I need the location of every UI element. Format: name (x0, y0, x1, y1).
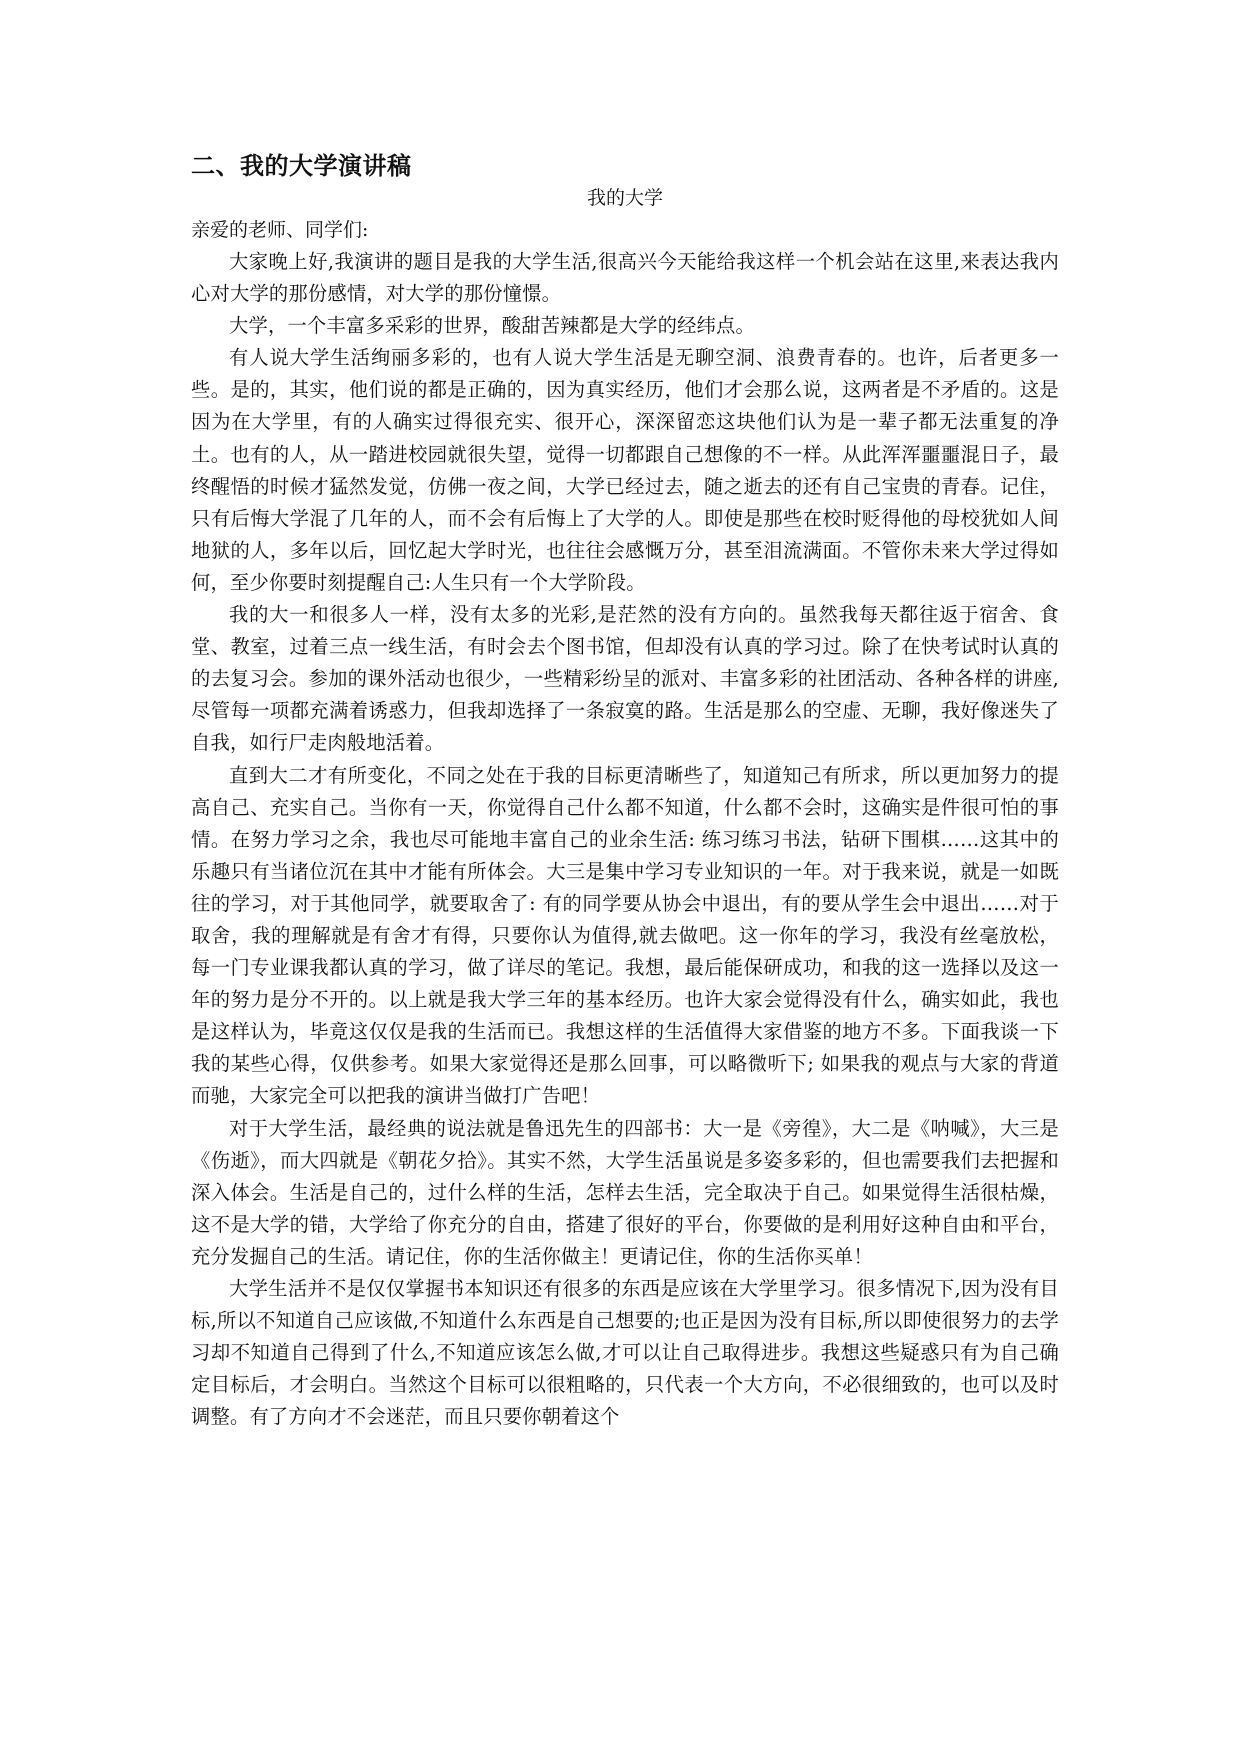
paragraph: 有人说大学生活绚丽多彩的，也有人说大学生活是无聊空洞、浪费青春的。也许，后者更多一些。是的，其实，他们说的都是正确的，因为真实经历，他们才会那么说，这两者是不矛盾的。这是因为在大学里，有的人确实过得很充实、很开心，深深留恋这块他们认为是一辈子都无法重复的净土。也有的人，从一踏进校园就很失望，觉得一切都跟自己想像的不一样。从此浑浑噩噩混日子，最终醒悟的时候才猛然发觉，仿佛一夜之间，大学已经过去，随之逝去的还有自己宝贵的青春。记住，只有后悔大学混了几年的人，而不会有后悔上了大学的人。即使是那些在校时贬得他的母校犹如人间地狱的人，多年以后，回忆起大学时光，也往往会感慨万分，甚至泪流满面。不管你未来大学过得如何，至少你要时刻提醒自己:人生只有一个大学阶段。 (191, 346, 1059, 594)
salutation: 亲爱的老师、同学们: (191, 219, 369, 241)
paragraph: 对于大学生活，最经典的说法就是鲁迅先生的四部书：大一是《旁徨》，大二是《呐喊》，大三是《伤逝》，而大四就是《朝花夕拾》。其实不然，大学生活虽说是多姿多彩的，但也需要我们去把握和深入体会。生活是自己的，过什么样的生活，怎样去生活，完全取决于自己。如果觉得生活很枯燥，这不是大学的错，大学给了你充分的自由，搭建了很好的平台，你要做的是利用好这种自由和平台，充分发掘自己的生活。请记住，你的生活你做主！更请记住，你的生活你买单！ (191, 1116, 1059, 1268)
paragraph: 直到大二才有所变化，不同之处在于我的目标更清晰些了，知道知己有所求，所以更加努力的提高自己、充实自己。当你有一天，你觉得自己什么都不知道，什么都不会时，这确实是件很可怕的事情。在努力学习之余，我也尽可能地丰富自己的业余生活: 练习练习书法，钻研下围棋……这其中的乐趣只有当诸位沉在其中才能有所体会。大三是集中学习专业知识的一年。对于我来说，就是一如既往的学习，对于其他同学，就要取舍了: 有的同学要从协会中退出，有的要从学生会中退出……对于取舍，我的理解就是有舍才有得，只要你认为值得,就去做吧。这一你年的学习，我没有丝毫放松， 每一门专业课我都认真的学习，做了详尽的笔记。我想，最后能保研成功，和我的这一选择以及这一年的努力是分不开的。以上就是我大学三年的基本经历。也许大家会觉得没有什么，确实如此，我也是这样认为，毕竟这仅仅是我的生活而已。我想这样的生活值得大家借鉴的地方不多。下面我谈一下我的某些心得，仅供参考。如果大家觉得还是那么回事，可以略微听下; 如果我的观点与大家的背道而驰，大家完全可以把我的演讲当做打广告吧！ (191, 763, 1059, 1108)
paragraph: 大家晚上好,我演讲的题目是我的大学生活,很高兴今天能给我这样一个机会站在这里,来表达我内心对大学的那份感情，对大学的那份憧憬。 (191, 250, 1059, 306)
paragraph: 大学生活并不是仅仅掌握书本知识还有很多的东西是应该在大学里学习。很多情况下,因为没有目标,所以不知道自己应该做,不知道什么东西是自己想要的;也正是因为没有目标,所以即使很努力的去学习却不知道自己得到了什么,不知道应该怎么做,才可以让自己取得进步。我想这些疑惑只有为自己确定目标后，才会明白。当然这个目标可以很粗略的，只代表一个大方向，不必很细致的，也可以及时调整。有了方向才不会迷茫，而且只要你朝着这个 (191, 1277, 1059, 1429)
document-title: 我的大学 (586, 187, 663, 209)
document-body (191, 150, 1059, 1433)
paragraph: 我的大一和很多人一样，没有太多的光彩,是茫然的没有方向的。虽然我每天都往返于宿舍、食堂、教室，过着三点一线生活，有时会去个图书馆，但却没有认真的学习过。除了在快考试时认真的的去复习会。参加的课外活动也很少，一些精彩纷呈的派对、丰富多彩的社团活动、各种各样的讲座,尽管每一项都充满着诱惑力，但我却选择了一条寂寞的路。生活是那么的空虚、无聊，我好像迷失了自我，如行尸走肉般地活着。 (191, 603, 1059, 755)
paragraph: 大学，一个丰富多采彩的世界，酸甜苦辣都是大学的经纬点。 (229, 314, 755, 338)
section-heading: 二、我的大学演讲稿 (191, 152, 412, 180)
